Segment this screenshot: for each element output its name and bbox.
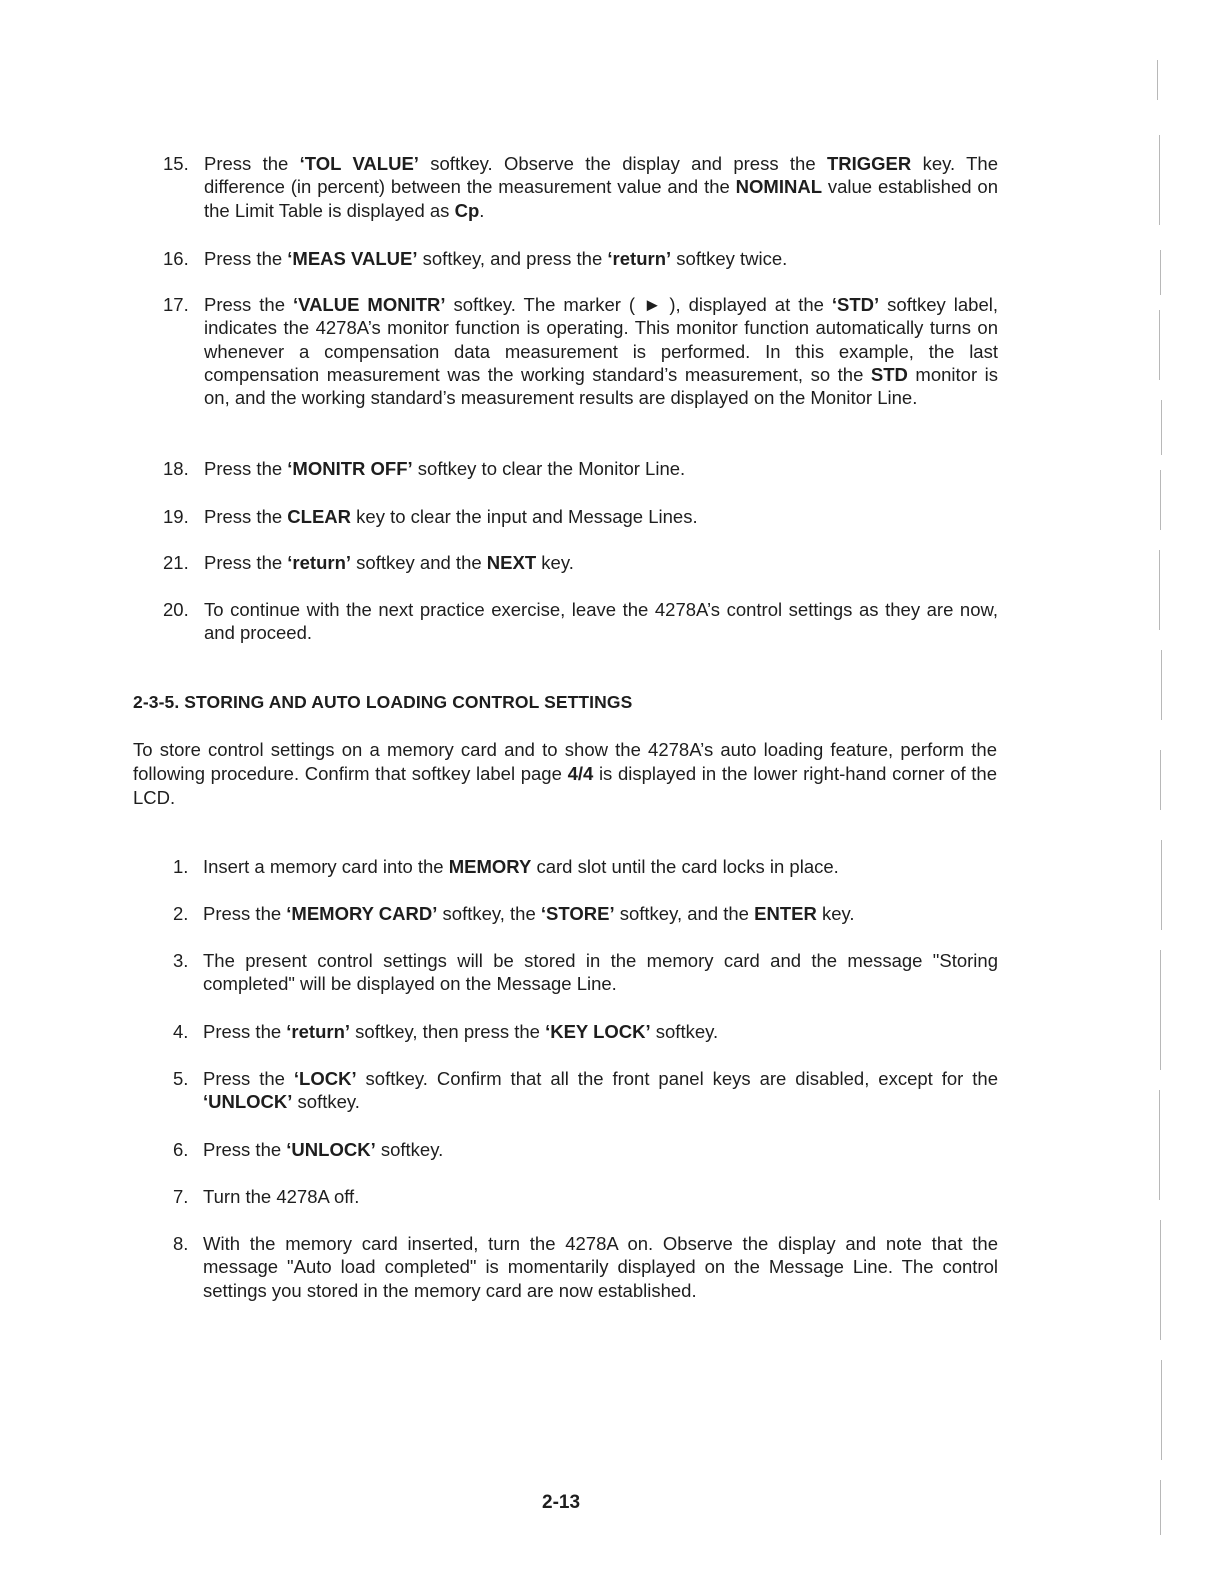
bold-term: ‘MONITR OFF’ <box>287 458 413 479</box>
text-run: is displayed in the lower right-hand corner of the LCD. <box>133 763 998 808</box>
step-text <box>203 1185 998 1208</box>
step-4 <box>163 1020 998 1043</box>
text-run: . <box>479 199 485 221</box>
scan-edge-marks <box>1135 50 1175 1540</box>
step-21 <box>163 551 998 574</box>
page-number: 2-13 <box>542 1492 581 1513</box>
step-text <box>204 505 998 528</box>
step-number: 8. <box>173 1233 189 1254</box>
bold-term: Cp <box>454 199 480 221</box>
step-number: 4. <box>173 1021 189 1042</box>
step-number: 2. <box>173 903 189 924</box>
text-run: softkey twice. <box>671 248 788 269</box>
step-7 <box>163 1185 998 1208</box>
text-run: value established on the Limit Table is displayed as <box>204 176 998 221</box>
bold-term: NEXT <box>486 552 537 573</box>
text-run: key to clear the input and Message Lines. <box>351 506 698 527</box>
step-text <box>203 902 998 925</box>
text-run: softkey, the <box>437 903 541 924</box>
bold-term: TRIGGER <box>826 153 912 174</box>
text-run: softkey, and press the <box>417 248 608 269</box>
text-run: To store control settings on a memory card and to show the 4278A’s auto loading feature, perform the following procedure. Confirm that softkey label page <box>133 739 997 784</box>
text-run: softkey and the <box>351 552 487 573</box>
step-text <box>203 855 998 878</box>
step-number: 5. <box>173 1068 189 1089</box>
text-run: Press the <box>203 1021 287 1042</box>
text-run: card slot until the card locks in place. <box>531 856 839 877</box>
step-number: 1. <box>173 856 189 877</box>
step-number: 16. <box>163 248 189 269</box>
text-run: softkey. The marker ( ► ), displayed at the <box>445 294 832 315</box>
text-run: softkey. Confirm that all the front panel keys are disabled, except for the <box>356 1068 998 1089</box>
bold-term: ENTER <box>754 903 817 924</box>
step-number: 19. <box>163 506 189 527</box>
step-number: 6. <box>173 1139 189 1160</box>
bold-term: NOMINAL <box>735 176 822 198</box>
step-6 <box>163 1138 998 1161</box>
text-run: The present control settings will be stored in the memory card and the message "Storing completed" will be displayed on the Message Line. <box>203 950 998 995</box>
text-run: key. The difference (in percent) between the measurement value and the <box>204 153 998 198</box>
text-run: softkey. <box>292 1091 360 1113</box>
bold-term: 4/4 <box>567 763 594 784</box>
step-text <box>204 293 998 409</box>
text-run: key. <box>536 552 574 573</box>
step-text <box>203 1138 998 1161</box>
text-run: Turn the 4278A off. <box>203 1186 360 1207</box>
text-run: softkey. Observe the display and press the <box>418 153 827 174</box>
step-number: 7. <box>173 1186 189 1207</box>
text-run: softkey to clear the Monitor Line. <box>412 458 686 479</box>
bold-term: ‘MEAS VALUE’ <box>287 248 418 269</box>
section-heading: 2-3-5. STORING AND AUTO LOADING CONTROL SETTINGS <box>133 692 633 712</box>
step-1 <box>163 855 998 878</box>
step-2 <box>163 902 998 925</box>
bold-term: ‘return’ <box>287 552 352 573</box>
bold-term: ‘return’ <box>286 1021 351 1042</box>
step-8 <box>163 1232 998 1302</box>
step-number: 20. <box>163 599 189 620</box>
text-run: To continue with the next practice exercise, leave the 4278A’s control settings as they are now, and proceed. <box>204 599 998 644</box>
text-run: key. <box>816 903 855 924</box>
text-run: Press the <box>204 552 288 573</box>
step-18 <box>163 457 998 480</box>
step-number: 17. <box>163 294 189 315</box>
bold-term: ‘MEMORY CARD’ <box>286 903 438 924</box>
step-16 <box>163 247 998 270</box>
text-run: Press the <box>203 1139 287 1160</box>
text-run: Press the <box>204 294 293 315</box>
text-run: Press the <box>203 903 287 924</box>
step-text <box>204 457 998 480</box>
text-run: softkey label, indicates the 4278A’s monitor function is operating. This monitor function automatically turns on whenever a compensation data measurement is performed. In this example, the last compensation measurement was the working standard’s measurement, so the <box>204 294 998 385</box>
step-text <box>204 152 998 222</box>
text-run: softkey. <box>375 1139 444 1160</box>
text-run: With the memory card inserted, turn the 4278A on. Observe the display and note that the message "Auto load completed" is momentarily displayed on the Message Line. The control settings you stored in the memory card are now established. <box>203 1233 998 1301</box>
text-run: Press the <box>204 506 288 527</box>
text-run: softkey. <box>650 1021 719 1042</box>
bold-term: ‘return’ <box>607 248 672 269</box>
step-number: 3. <box>173 950 189 971</box>
bold-term: MEMORY <box>448 856 532 877</box>
step-number: 21. <box>163 552 189 573</box>
step-17 <box>163 293 998 409</box>
text-run: softkey, then press the <box>350 1021 546 1042</box>
step-text <box>203 949 998 996</box>
intro-paragraph <box>133 738 997 810</box>
bold-term: ‘STD’ <box>831 294 880 315</box>
step-15 <box>163 152 998 222</box>
text-run: Press the <box>204 248 288 269</box>
bold-term: ‘VALUE MONITR’ <box>292 294 446 315</box>
bold-term: ‘LOCK’ <box>293 1068 357 1089</box>
step-number: 18. <box>163 458 189 479</box>
bold-term: ‘STORE’ <box>540 903 615 924</box>
step-number: 15. <box>163 153 189 174</box>
bold-term: ‘KEY LOCK’ <box>545 1021 651 1042</box>
step-19 <box>163 505 998 528</box>
text-run: Press the <box>204 153 300 174</box>
bold-term: ‘UNLOCK’ <box>286 1139 376 1160</box>
text-run: Press the <box>203 1068 294 1089</box>
text-run: monitor is on, and the working standard’s measurement results are displayed on the Monitor Line. <box>204 363 999 409</box>
step-text <box>204 551 998 574</box>
text-run: Press the <box>204 458 288 479</box>
bold-term: STD <box>870 363 908 385</box>
step-20 <box>163 598 998 645</box>
step-text <box>203 1232 998 1302</box>
step-3 <box>163 949 998 996</box>
step-text <box>203 1020 998 1043</box>
bold-term: CLEAR <box>287 506 352 527</box>
step-5 <box>163 1067 998 1114</box>
step-text <box>204 598 998 645</box>
bold-term: ‘UNLOCK’ <box>203 1091 293 1113</box>
step-text <box>204 247 998 270</box>
text-run: Insert a memory card into the <box>203 856 449 877</box>
bold-term: ‘TOL VALUE’ <box>299 153 419 174</box>
text-run: softkey, and the <box>614 903 755 924</box>
step-text <box>203 1067 998 1114</box>
